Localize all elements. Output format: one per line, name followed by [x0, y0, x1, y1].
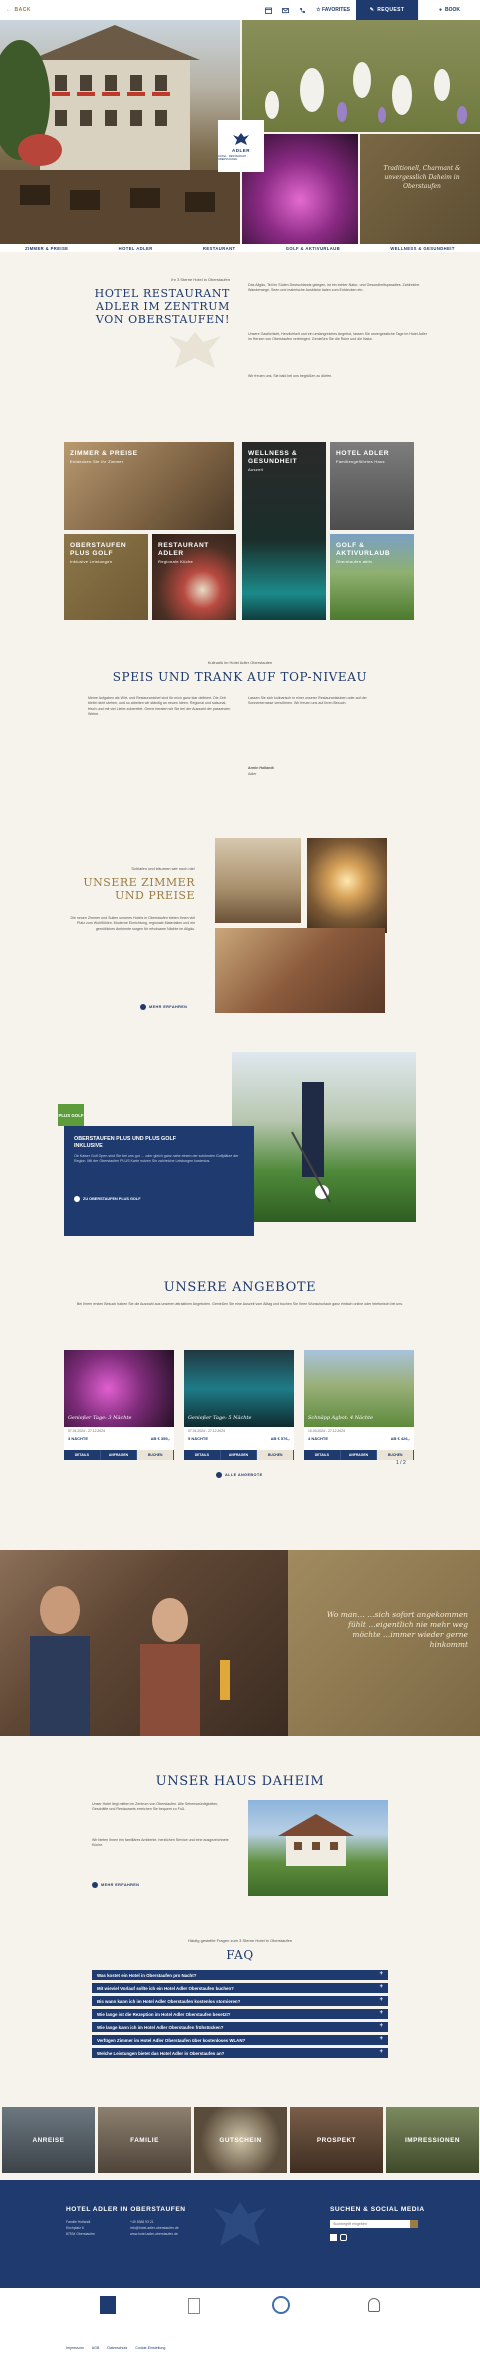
offer-book-button[interactable]: BUCHEN — [137, 1450, 174, 1460]
arrow-icon — [140, 1004, 146, 1010]
rooms-photo-1 — [215, 838, 301, 923]
hero-quote: Traditionell, Charmant & unvergesslich Daheim in Oberstaufen — [383, 165, 461, 190]
footer-phone[interactable]: +49 8386 93 21 — [130, 2220, 154, 2224]
tile-familie[interactable]: FAMILIE — [98, 2107, 191, 2173]
offer-details-button[interactable]: DETAILS — [64, 1450, 101, 1460]
request-button[interactable]: ✎ REQUEST — [356, 0, 418, 20]
restaurant-text-right: Lassen Sie sich kulinarisch in einer unserer Restaurantstuben oder auf der Sonnenterrasse verwöhnen. Wir freuen uns auf Ihren Besuch. — [248, 696, 367, 706]
faq-item[interactable]: Mit wieviel Vorlauf sollte ich ein Hotel Adler Oberstaufen buchen? + — [92, 1983, 388, 1993]
hero-crocus-photo — [242, 20, 480, 132]
offers-intro: Bei Ihrem ersten Besuch haben Sie die Auswahl aus unseren attraktiven Angeboten. Genießen Sie eine Auszeit vom Alltag und buchen Sie Ihren Wunschurlaub ganz einfach online oder telefonisch bei uns. — [76, 1302, 404, 1306]
faq-overline: Häufig gestellte Fragen zum 3 Sterne Hotel in Oberstaufen — [187, 1938, 293, 1943]
footer: HOTEL ADLER IN OBERSTAUFEN Familie Hollandt Kirchplatz 6 87534 Oberstaufen +49 8386 93 21 info@hotel-adler-oberstaufen.de www.hotel-adler-oberstaufen.de SUCHEN & SOCIAL MEDIA Suchbegriff eingeben — [0, 2180, 480, 2288]
hero-section — [0, 20, 480, 244]
intro-text-1: Das Allgäu, Teil im Süden Deutschlands gelegen, ist ein echter Natur- und Gesundheitsparadies. Zahlreiche Wanderwege, Seen und malerische Ausblicke laden zum Entdecken ein. — [248, 283, 420, 293]
eagle-footer-icon — [210, 2200, 270, 2250]
tile-impressionen[interactable]: IMPRESSIONEN — [386, 2107, 479, 2173]
haus-text-1: Unser Hotel liegt mitten im Zentrum von Oberstaufen. Alle Sehenswürdigkeiten, Geschäfte und Restaurants erreichen Sie bequem zu Fuß. — [92, 1802, 219, 1812]
restaurant-overline: Kulinarik im Hotel Adler Oberstaufen — [207, 660, 273, 665]
book-button[interactable]: ● BOOK — [418, 0, 480, 20]
plus-golf-title: OBERSTAUFEN PLUS UND PLUS GOLF INKLUSIVE — [74, 1136, 177, 1149]
partner-logo-icon[interactable] — [272, 2296, 290, 2314]
partner-logo-icon[interactable] — [188, 2298, 200, 2314]
offer-card[interactable]: Genießer Tage: 5 Nächte 07.01.2024 - 27.12.2024 5 NÄCHTE AB € 576,- DETAILS ANFRAGEN BUCHEN — [184, 1350, 294, 1450]
plus-golf-text: Ob Kaiser Golf Open sind Sie bei uns gut … oder gleich ganz nahe einem der schönsten Golfplätze der Region. Mit der Oberstaufen PLUS Karte nutzen Sie zahlreiche Leistungen kostenlos. — [74, 1154, 239, 1164]
eagle-watermark-icon — [165, 330, 225, 370]
faq-item[interactable]: Welche Leistungen bietet das Hotel Adler in Oberstaufen an? + — [92, 2048, 388, 2058]
offer-book-button[interactable]: BUCHEN — [377, 1450, 414, 1460]
plus-icon: + — [379, 2049, 383, 2055]
intro-text-3: Wir freuen uns, Sie bald bei uns begrüßen zu dürfen. — [248, 374, 333, 378]
bell-icon: ● — [438, 7, 443, 13]
rooms-overline: Schlafen und träumen wie noch nie! — [131, 866, 195, 871]
favorites-link[interactable]: ☆ FAVORITES — [316, 7, 350, 13]
offer-details-button[interactable]: DETAILS — [184, 1450, 221, 1460]
hero-hotel-photo — [0, 20, 240, 244]
plus-icon: + — [379, 1971, 383, 1977]
offer-card[interactable]: Schnäpp Agbot: 4 Nächte 10.03.2024 - 27.12.2024 4 NÄCHTE AB € 426,- DETAILS ANFRAGEN BUCHEN — [304, 1350, 414, 1450]
rooms-photo-2 — [215, 928, 385, 1013]
faq-item[interactable]: Wie lange ist die Rezeption im Hotel Adler Oberstaufen besetzt? + — [92, 2009, 388, 2019]
footer-email[interactable]: info@hotel-adler-oberstaufen.de — [130, 2226, 179, 2230]
guests-photo — [0, 1550, 288, 1736]
footer-web[interactable]: www.hotel-adler-oberstaufen.de — [130, 2232, 178, 2236]
tile-golf[interactable]: GOLF & AKTIVURLAUB Oberstaufen aktiv — [330, 534, 414, 620]
restaurant-sign-name: Armin Hollandt — [248, 766, 274, 770]
pen-icon: ✎ — [369, 7, 375, 13]
partners-bar — [0, 2288, 480, 2340]
rooms-text: Die neuen Zimmer und Suiten unseres Hotels in Oberstaufen bieten Ihnen viel Platz zum Wohlfühlen. Moderne Einrichtung, regionale Materialien und ein gemütliches Ambiente sorgen für erholsame Nächte im Allgäu. — [70, 916, 195, 931]
legal-agb[interactable]: AGB — [91, 2345, 100, 2350]
faq-item[interactable]: Was kostet ein Hotel in Oberstaufen pro Nacht? + — [92, 1970, 388, 1980]
tile-anreise[interactable]: ANREISE — [2, 2107, 95, 2173]
haus-photo — [248, 1800, 388, 1896]
offers-title: UNSERE ANGEBOTE — [163, 1280, 317, 1295]
footer-title-left: HOTEL ADLER IN OBERSTAUFEN — [66, 2206, 186, 2213]
intro-overline: Ihr 3 Sterne Hotel in Oberstaufen — [171, 277, 230, 282]
footer-search-button[interactable] — [410, 2220, 418, 2228]
top-icons — [265, 0, 356, 20]
tile-hotel[interactable]: HOTEL ADLER Familiengeführtes Haus — [330, 442, 414, 530]
offers-pager[interactable]: 1 / 2 — [396, 1460, 406, 1466]
restaurant-title: SPEIS UND TRANK AUF TOP-NIVEAU — [112, 670, 368, 684]
offer-details-button[interactable]: DETAILS — [304, 1450, 341, 1460]
instagram-icon[interactable] — [340, 2234, 347, 2241]
nav-item-zimmer[interactable]: ZIMMER & PREISE — [25, 245, 69, 251]
plus-icon: + — [379, 1984, 383, 1990]
tile-wellness[interactable]: WELLNESS & GESUNDHEIT Auszeit — [242, 442, 326, 620]
hotel-logo[interactable]: ADLER HOTEL · RESTAURANT · OBERSTAUFEN — [218, 120, 264, 172]
nav-item-wellness[interactable]: WELLNESS & GESUNDHEIT — [390, 245, 455, 251]
main-nav — [0, 244, 480, 252]
tile-zimmer[interactable]: ZIMMER & PREISE Entdecken Sie Ihr Zimmer — [64, 442, 234, 530]
faq-item[interactable]: Verfügen Zimmer im Hotel Adler Oberstaufen über kostenloses WLAN? + — [92, 2035, 388, 2045]
restaurant-sign-role: Adler — [248, 772, 257, 776]
restaurant-text-left: Meine Aufgaben als Wirt- und Restaurantchef sind für mich ganz klar definiert. Die Zeit bleibt nicht stehen, und so arbeiten wir ständig an neuen Ideen. Regional und saisonal, frisch und mit viel Liebe zubereitet. Gerne beraten wir Sie bei der Auswahl der passenden Weine. — [88, 696, 231, 717]
footer-title-right: SUCHEN & SOCIAL MEDIA — [330, 2206, 425, 2213]
tile-prospekt[interactable]: PROSPEKT — [290, 2107, 383, 2173]
legal-cookie[interactable]: Cookie-Einstellung — [135, 2345, 166, 2350]
haus-title: UNSER HAUS DAHEIM — [155, 1774, 325, 1789]
rooms-more-button[interactable]: MEHR ERFAHREN — [140, 1004, 187, 1010]
eagle-icon — [232, 132, 250, 146]
legal-impressum[interactable]: Impressum — [66, 2345, 84, 2350]
legal-links — [0, 2340, 480, 2355]
faq-title: FAQ — [226, 1948, 254, 1962]
mail-icon[interactable] — [282, 7, 289, 14]
nav-item-hotel[interactable]: HOTEL ADLER — [118, 245, 153, 251]
calendar-icon[interactable] — [265, 7, 272, 14]
facebook-icon[interactable] — [330, 2234, 337, 2241]
legal-datenschutz[interactable]: Datenschutz — [107, 2345, 128, 2350]
golf-photo — [232, 1052, 416, 1222]
tile-restaurant[interactable]: RESTAURANT ADLER Regionale Küche — [152, 534, 236, 620]
guest-quote: Wo man… …sich sofort angekommen fühlt …eigentlich nie mehr weg möchte …immer wieder gerne hinkommt — [326, 1610, 468, 1649]
all-offers-link[interactable]: ALLE ANGEBOTE — [216, 1472, 263, 1478]
phone-icon[interactable] — [299, 7, 306, 14]
offer-card[interactable]: Genießer Tage: 3 Nächte 07.01.2024 - 27.12.2024 3 NÄCHTE AB € 359,- DETAILS ANFRAGEN BUCHEN — [64, 1350, 174, 1450]
back-arrow-icon: ← — [6, 7, 12, 13]
offer-request-button[interactable]: ANFRAGEN — [341, 1450, 378, 1460]
plus-icon: + — [379, 2010, 383, 2016]
partner-logo-icon[interactable] — [368, 2298, 380, 2312]
intro-text-2: Unsere Gastlichkeit, Herzlichkeit und ein umfangreiches Angebot, lassen Sie unvergessliche Tage im Hotel Adler im Herzen von Oberstaufen verbringen. Genießen Sie die Ruhe und die Natur. — [248, 332, 427, 342]
faq-item[interactable]: Wie lange kann ich im Hotel Adler Oberstaufen frühstücken? + — [92, 2022, 388, 2032]
tile-gutschein[interactable]: GUTSCHEIN — [194, 2107, 287, 2173]
back-link[interactable]: ← BACK — [6, 7, 31, 13]
footer-search-input[interactable] — [330, 2220, 410, 2228]
quote-panel — [288, 1550, 480, 1736]
rooms-title: UNSERE ZIMMER UND PREISE — [83, 876, 195, 902]
offer-request-button[interactable]: ANFRAGEN — [221, 1450, 258, 1460]
arrow-icon — [216, 1472, 222, 1478]
intro-title: HOTEL RESTAURANT ADLER IM ZENTRUM VON OBERSTAUFEN! — [94, 287, 230, 326]
plus-icon: + — [379, 1997, 383, 2003]
rooms-photo-lamp — [307, 838, 387, 933]
offer-request-button[interactable]: ANFRAGEN — [101, 1450, 138, 1460]
partner-logo-icon[interactable] — [100, 2296, 116, 2314]
hero-quote-panel — [360, 134, 480, 244]
offer-book-button[interactable]: BUCHEN — [257, 1450, 294, 1460]
arrow-icon — [92, 1882, 98, 1888]
tile-plus-golf[interactable]: OBERSTAUFEN PLUS GOLF Inklusive Leistungen — [64, 534, 148, 620]
plus-icon: + — [379, 2023, 383, 2029]
top-bar — [0, 0, 480, 20]
plus-golf-button[interactable]: ZU OBERSTAUFEN PLUS GOLF — [74, 1196, 141, 1202]
haus-text-2: Wir bieten Ihnen ein familiäres Ambiente, herzlichen Service und eine ausgezeichnete Küche. — [92, 1838, 229, 1848]
nav-item-golf[interactable]: GOLF & AKTIVURLAUB — [285, 245, 341, 251]
haus-more-button[interactable]: MEHR ERFAHREN — [92, 1882, 139, 1888]
plus-golf-badge: PLUS GOLF — [58, 1104, 84, 1126]
arrow-icon — [74, 1196, 80, 1202]
nav-item-restaurant[interactable]: RESTAURANT — [202, 245, 236, 251]
faq-item[interactable]: Bis wann kann ich im Hotel Adler Oberstaufen kostenlos stornieren? + — [92, 1996, 388, 2006]
plus-icon: + — [379, 2036, 383, 2042]
